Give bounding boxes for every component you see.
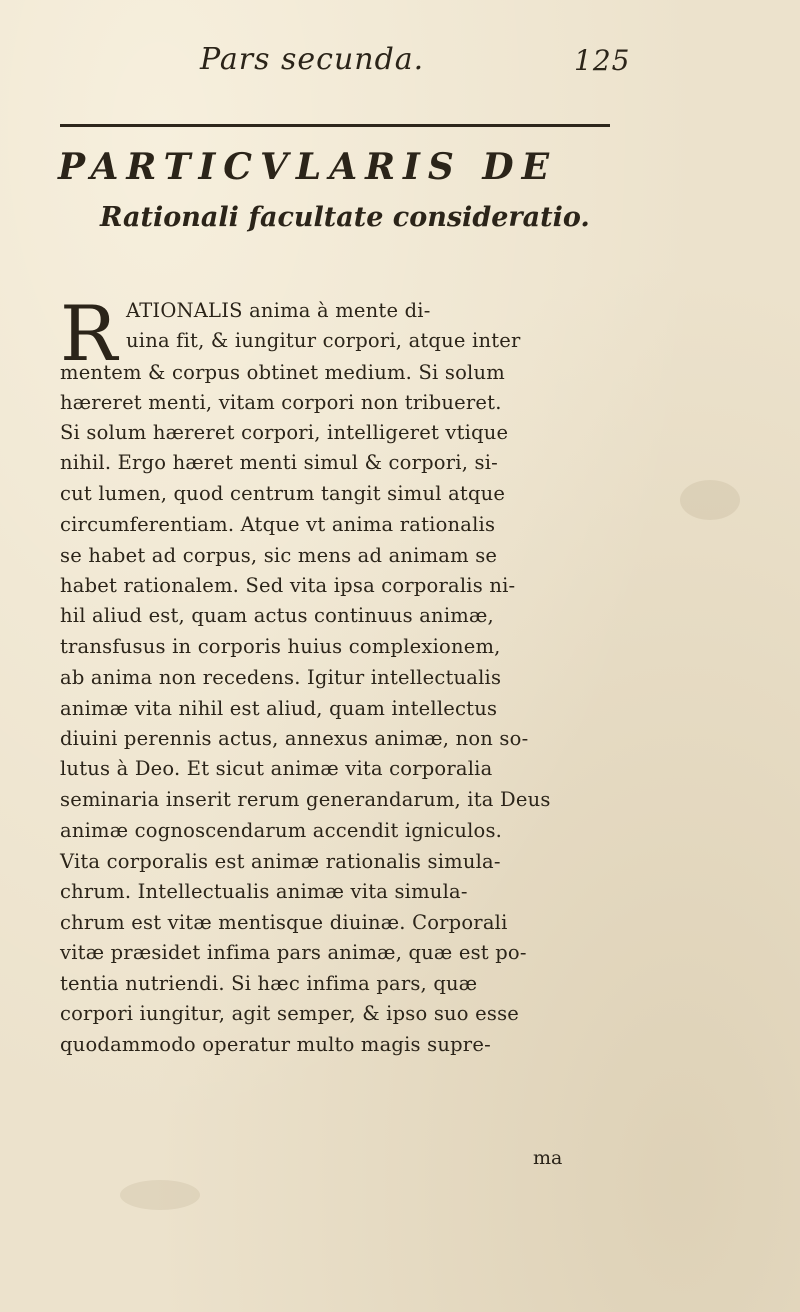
text-line: nihil. Ergo hæret menti simul & corpori, si- bbox=[60, 451, 498, 474]
text-line: animæ vita nihil est aliud, quam intellectus bbox=[60, 697, 498, 720]
text-line: hil aliud est, quam actus continuus animæ, bbox=[60, 604, 494, 627]
text-line: ATIONALIS anima à mente di- bbox=[126, 299, 431, 322]
text-line: chrum. Intellectualis animæ vita simula- bbox=[60, 880, 468, 903]
page-number: 125 bbox=[574, 44, 631, 77]
page-stain bbox=[680, 480, 740, 520]
text-line: uina fit, & iungitur corpori, atque inter bbox=[126, 329, 521, 352]
text-line: tentia nutriendi. Si hæc infima pars, quæ bbox=[60, 972, 478, 995]
running-title: Pars secunda. bbox=[200, 42, 425, 77]
text-line: lutus à Deo. Et sicut animæ vita corporalia bbox=[60, 757, 493, 780]
text-line: animæ cognoscendarum accendit igniculos. bbox=[60, 819, 503, 842]
chapter-title: PARTICVLARIS DE bbox=[58, 146, 558, 188]
text-line: circumferentiam. Atque vt anima rationalis bbox=[60, 513, 496, 536]
text-line: Vita corporalis est animæ rationalis simula- bbox=[60, 850, 501, 873]
text-line: cut lumen, quod centrum tangit simul atque bbox=[60, 482, 506, 505]
text-line: Si solum hæreret corpori, intelligeret vtique bbox=[60, 421, 509, 444]
drop-cap: R bbox=[60, 289, 118, 378]
text-line: mentem & corpus obtinet medium. Si solum bbox=[60, 361, 505, 384]
text-line: habet rationalem. Sed vita ipsa corporalis ni- bbox=[60, 574, 516, 597]
text-line: hæreret menti, vitam corpori non tribueret. bbox=[60, 391, 502, 414]
chapter-subtitle: Rationali facultate consideratio. bbox=[100, 202, 590, 233]
page-stain bbox=[120, 1180, 200, 1210]
header-rule bbox=[60, 124, 610, 127]
text-line: chrum est vitæ mentisque diuinæ. Corporali bbox=[60, 911, 508, 934]
text-line: ab anima non recedens. Igitur intellectualis bbox=[60, 666, 502, 689]
text-line: corpori iungitur, agit semper, & ipso suo esse bbox=[60, 1002, 520, 1025]
text-line: diuini perennis actus, annexus animæ, non so- bbox=[60, 727, 529, 750]
text-line: se habet ad corpus, sic mens ad animam se bbox=[60, 544, 498, 567]
catchword: ma bbox=[533, 1147, 563, 1169]
text-line: transfusus in corporis huius complexionem, bbox=[60, 635, 501, 658]
running-head bbox=[0, 42, 800, 92]
text-line: vitæ præsidet infima pars animæ, quæ est po- bbox=[60, 941, 527, 964]
text-line: seminaria inserit rerum generandarum, ita Deus bbox=[60, 788, 551, 811]
text-line: quodammodo operatur multo magis supre- bbox=[60, 1033, 491, 1056]
